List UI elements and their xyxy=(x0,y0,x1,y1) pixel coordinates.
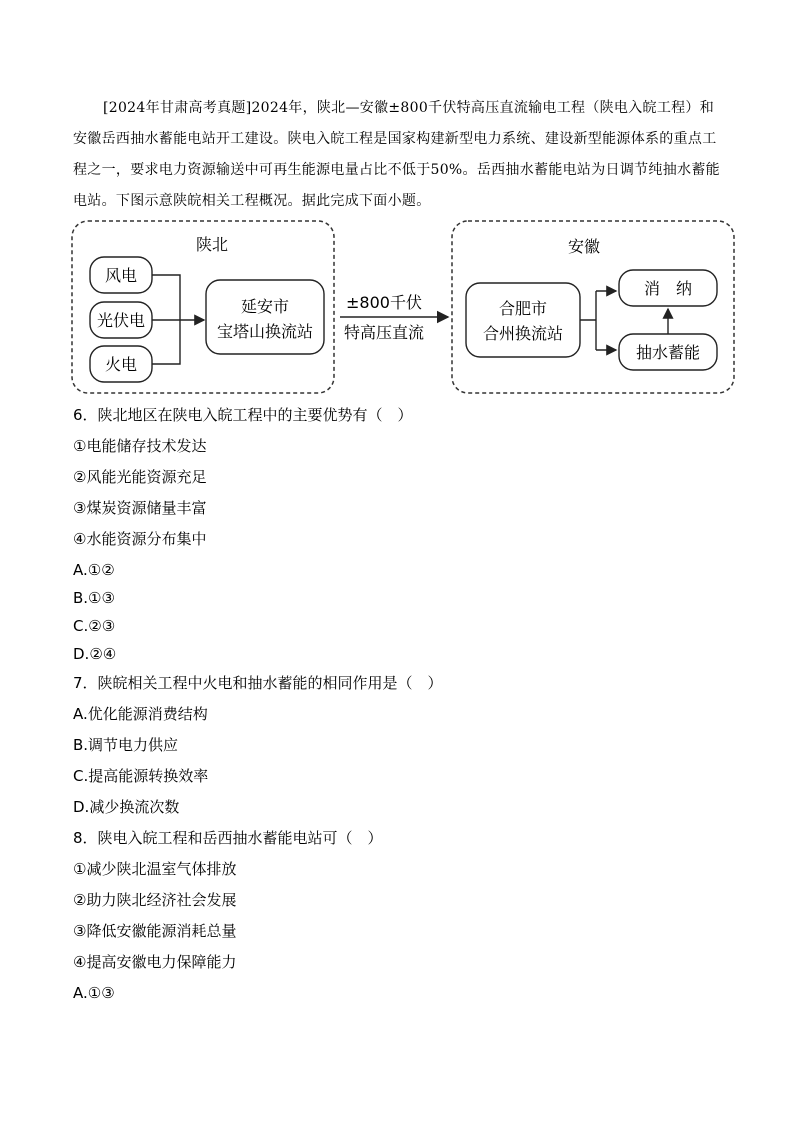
q7-option-b[interactable]: B.调节电力供应 xyxy=(73,736,179,754)
project-diagram xyxy=(70,219,736,395)
q8-item-4: ④提高安徽电力保障能力 xyxy=(73,953,237,971)
q7-option-d[interactable]: D.减少换流次数 xyxy=(73,798,180,816)
q8-option-a[interactable]: A.①③ xyxy=(73,984,115,1002)
output-connector xyxy=(580,291,596,350)
q6-stem: 6．陕北地区在陕电入皖工程中的主要优势有（ ） xyxy=(73,406,413,424)
q6-option-c[interactable]: C.②③ xyxy=(73,617,116,635)
q8-stem: 8．陕电入皖工程和岳西抽水蓄能电站可（ ） xyxy=(73,829,383,847)
q8-item-1: ①减少陕北温室气体排放 xyxy=(73,860,237,878)
link-type-label: 特高压直流 xyxy=(343,323,425,342)
q6-item-3: ③煤炭资源储量丰富 xyxy=(73,499,207,517)
output-consume-label: 消 纳 xyxy=(643,279,693,298)
q6-item-1: ①电能储存技术发达 xyxy=(73,437,207,455)
anhui-label: 安徽 xyxy=(567,237,601,256)
right-station-name: 合州换流站 xyxy=(482,324,564,343)
intro-paragraph: [2024年甘肃高考真题]2024年，陕北—安徽±800千伏特高压直流输电工程（陕电入皖工程）和安徽岳西抽水蓄能电站开工建设。陕电入皖工程是国家构建新型电力系统、建设新型能源体系的重点工程之一，要求电力资源输送中可再生能源电量占比不低于50%。岳西抽水蓄能电站为日调节纯抽水蓄能电站。下图示意陕皖相关工程概况。据此完成下面小题。 xyxy=(73,100,720,209)
source-wind-label: 风电 xyxy=(104,266,138,285)
q7-stem: 7．陕皖相关工程中火电和抽水蓄能的相同作用是（ ） xyxy=(73,674,443,692)
source-thermal-label: 火电 xyxy=(104,355,138,374)
q6-option-b[interactable]: B.①③ xyxy=(73,589,115,607)
q8-item-2: ②助力陕北经济社会发展 xyxy=(73,891,237,909)
shaanbei-label: 陕北 xyxy=(195,235,229,254)
source-connector xyxy=(152,275,180,364)
q7-option-c[interactable]: C.提高能源转换效率 xyxy=(73,767,209,785)
left-station-name: 宝塔山换流站 xyxy=(216,322,314,341)
right-station-city: 合肥市 xyxy=(498,299,548,318)
output-storage-label: 抽水蓄能 xyxy=(635,343,701,362)
source-solar-label: 光伏电 xyxy=(96,311,146,330)
q8-item-3: ③降低安徽能源消耗总量 xyxy=(73,922,237,940)
q6-option-a[interactable]: A.①② xyxy=(73,561,115,579)
q6-item-4: ④水能资源分布集中 xyxy=(73,530,207,548)
right-station-box xyxy=(466,283,580,357)
q6-option-d[interactable]: D.②④ xyxy=(73,645,117,663)
q7-option-a[interactable]: A.优化能源消费结构 xyxy=(73,705,208,723)
left-station-box xyxy=(206,280,324,354)
q6-item-2: ②风能光能资源充足 xyxy=(73,468,207,486)
link-voltage-label: ±800千伏 xyxy=(346,293,422,312)
left-station-city: 延安市 xyxy=(240,297,290,316)
